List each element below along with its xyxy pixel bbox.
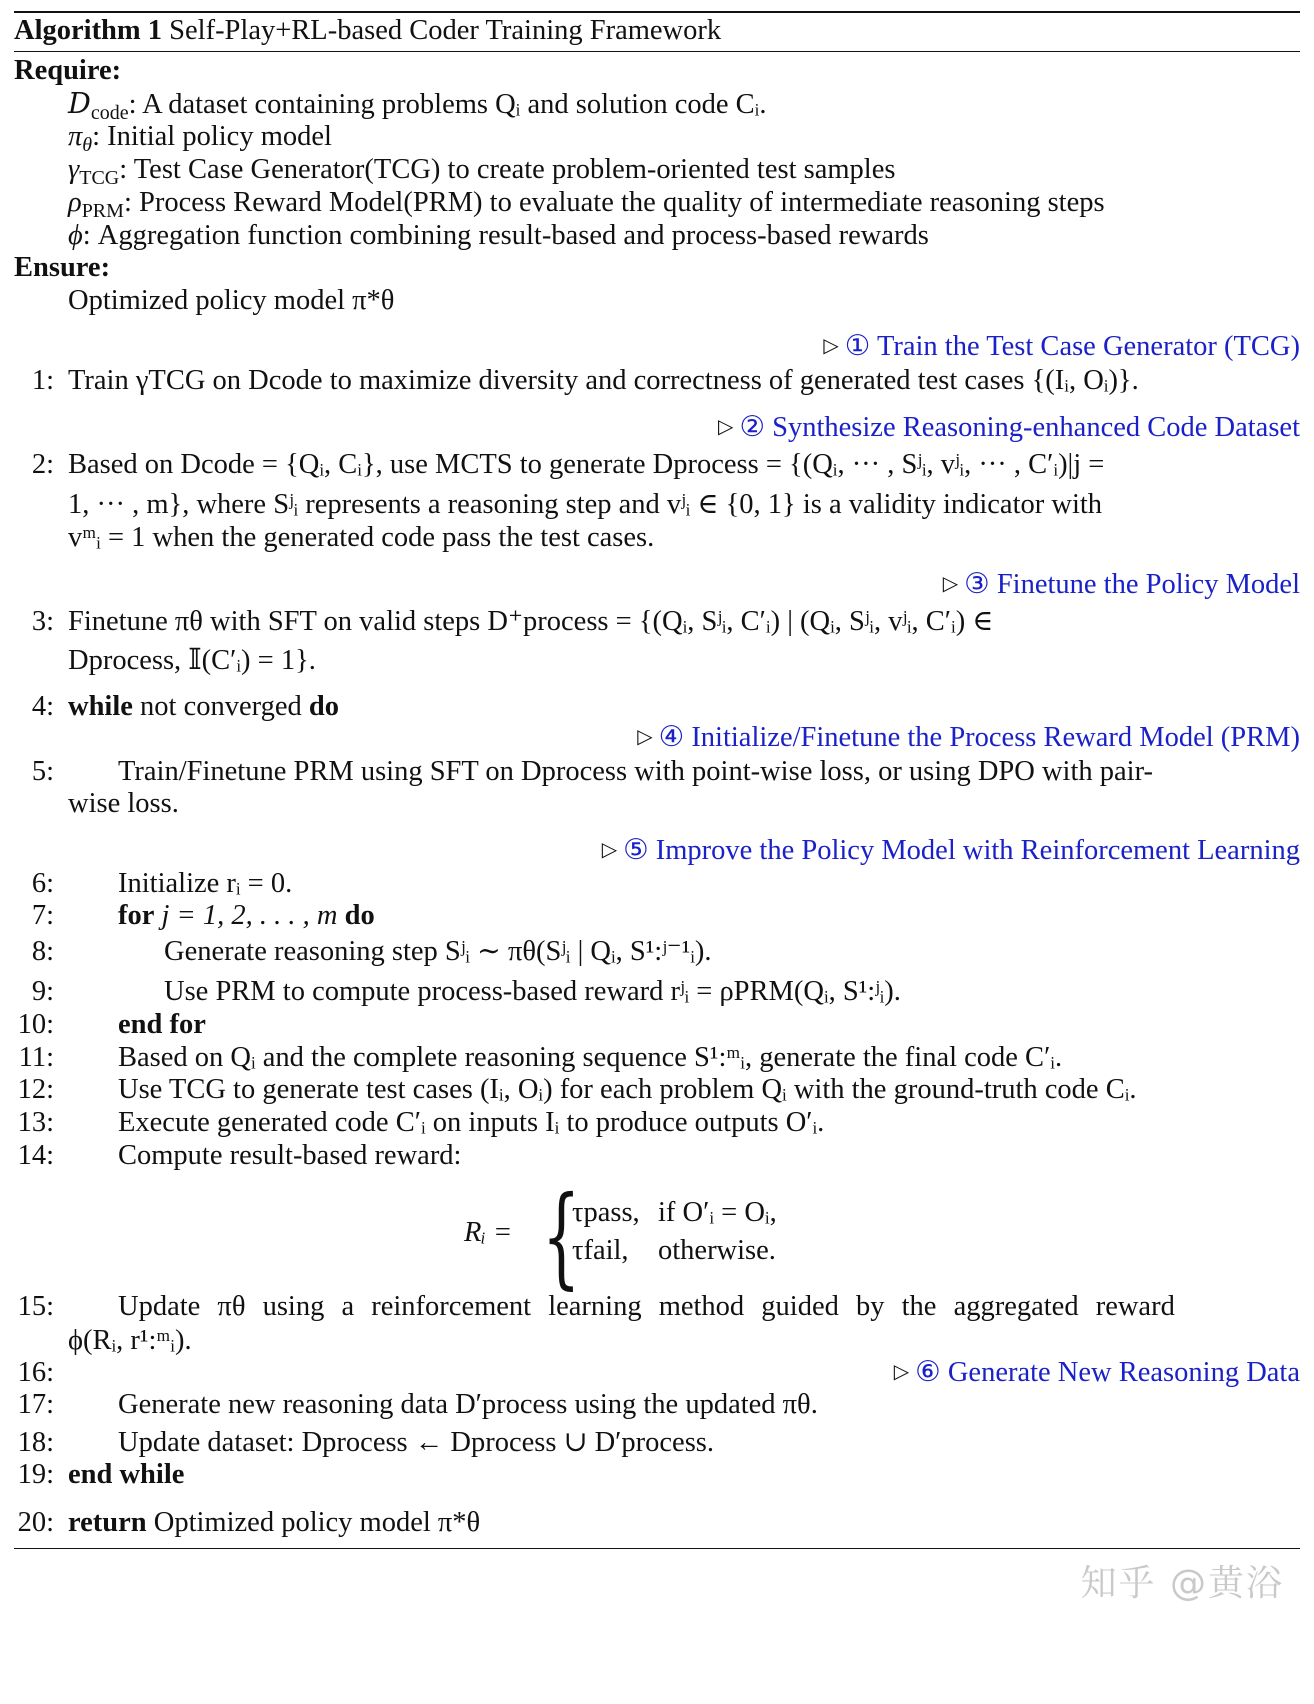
line-number: 11:	[18, 1042, 54, 1073]
bottom-rule	[14, 1548, 1300, 1549]
step-3-line-b: Dprocess, 𝕀(C′ᵢ) = 1}.	[68, 645, 316, 676]
step-18: Update dataset: Dprocess ← Dprocess ∪ D′process.	[118, 1427, 714, 1458]
line-number: 4:	[31, 691, 54, 722]
line-number: 1:	[31, 365, 54, 396]
line-number: 19:	[17, 1459, 54, 1490]
step-7: for j = 1, 2, . . . , m do	[118, 900, 375, 931]
step-19: end while	[68, 1459, 185, 1490]
algorithm-label: Algorithm 1	[14, 15, 163, 46]
line-number: 17:	[17, 1389, 54, 1420]
step-10: end for	[118, 1009, 206, 1040]
equation-case-2-value: τfail,	[572, 1235, 629, 1266]
reward-equation	[464, 1172, 864, 1300]
algorithm-header	[14, 13, 1300, 48]
line-number: 13:	[17, 1107, 54, 1138]
step-20: return Optimized policy model π*θ	[68, 1507, 481, 1538]
step-2-line-a: Based on Dcode = {Qᵢ, Cᵢ}, use MCTS to generate Dprocess = {(Qᵢ, ··· , Sʲᵢ, vʲᵢ, ··· , C′ᵢ)|j =	[68, 449, 1105, 480]
step-2-line-c: vᵐᵢ = 1 when the generated code pass the test cases.	[68, 522, 655, 553]
line-number: 6:	[31, 868, 54, 899]
comment-2: ▷ ② Synthesize Reasoning-enhanced Code Dataset	[718, 412, 1300, 443]
comment-6: ▷ ⑥ Generate New Reasoning Data	[893, 1357, 1300, 1388]
require-item-aggregation: ϕ: Aggregation function combining result-based and process-based rewards	[68, 220, 929, 251]
comment-4: ▷ ④ Initialize/Finetune the Process Reward Model (PRM)	[637, 722, 1300, 753]
comment-3: ▷ ③ Finetune the Policy Model	[942, 569, 1300, 600]
watermark: 知乎 @黄浴	[1080, 1563, 1284, 1604]
ensure-heading: Ensure:	[14, 252, 111, 283]
line-number: 16:	[17, 1357, 54, 1388]
line-number: 10:	[17, 1009, 54, 1040]
line-number: 9:	[31, 976, 54, 1007]
line-number: 14:	[17, 1140, 54, 1171]
step-3-line-a: Finetune πθ with SFT on valid steps D⁺process = {(Qᵢ, Sʲᵢ, C′ᵢ) | (Qᵢ, Sʲᵢ, vʲᵢ, C′ᵢ) ∈	[68, 606, 994, 637]
require-item-tcg: $\gamma_{TCG}$: Test Case Generator(TCG) to create problem-oriented test samples	[68, 154, 896, 189]
line-number: 20:	[17, 1507, 54, 1538]
require-item-prm: $\rho_{PRM}$: Process Reward Model(PRM) to evaluate the quality of intermediate reasoning steps	[68, 187, 1105, 222]
step-11: Based on Qᵢ and the complete reasoning sequence S¹:ᵐᵢ, generate the final code C′ᵢ.	[118, 1042, 1063, 1073]
line-number: 3:	[31, 606, 54, 637]
equation-brace: {	[542, 1172, 581, 1300]
step-13: Execute generated code C′ᵢ on inputs Iᵢ to produce outputs O′ᵢ.	[118, 1107, 825, 1138]
step-1: Train γTCG on Dcode to maximize diversity and correctness of generated test cases {(Iᵢ, Oᵢ)}.	[68, 365, 1139, 396]
step-5-line-b: wise loss.	[68, 788, 179, 819]
algorithm-box	[14, 0, 1300, 1704]
line-number: 12:	[17, 1074, 54, 1105]
line-number: 8:	[31, 936, 54, 967]
step-8: Generate reasoning step Sʲᵢ ∼ πθ(Sʲᵢ | Qᵢ, S¹:ʲ⁻¹ᵢ).	[164, 936, 712, 967]
header-rule	[14, 51, 1300, 52]
step-14: Compute result-based reward:	[118, 1140, 462, 1171]
algorithm-title: Self-Play+RL-based Coder Training Framework	[169, 15, 722, 46]
step-15-line-a: Update πθ using a reinforcement learning method guided by the aggregated reward	[118, 1291, 1175, 1322]
step-15-line-b: ϕ(Rᵢ, r¹:ᵐᵢ).	[68, 1325, 192, 1356]
equation-case-1-condition: if O′ᵢ = Oᵢ,	[658, 1197, 777, 1228]
require-heading: Require:	[14, 55, 122, 86]
line-number: 5:	[31, 756, 54, 787]
require-item-policy: $\pi_\theta$: Initial policy model	[68, 121, 332, 156]
step-6: Initialize rᵢ = 0.	[118, 868, 293, 899]
step-5-line-a: Train/Finetune PRM using SFT on Dprocess with point-wise loss, or using DPO with pair-	[118, 756, 1153, 787]
ensure-text: Optimized policy model π*θ	[68, 285, 395, 316]
comment-1: ▷ ① Train the Test Case Generator (TCG)	[823, 331, 1300, 362]
step-17: Generate new reasoning data D′process using the updated πθ.	[118, 1389, 818, 1420]
step-12: Use TCG to generate test cases (Iᵢ, Oᵢ) for each problem Qᵢ with the ground-truth code Cᵢ.	[118, 1074, 1137, 1105]
equation-case-2-condition: otherwise.	[658, 1235, 776, 1266]
equation-lhs: Rᵢ =	[464, 1217, 513, 1248]
line-number: 7:	[31, 900, 54, 931]
comment-5: ▷ ⑤ Improve the Policy Model with Reinforcement Learning	[601, 835, 1300, 866]
line-number: 18:	[17, 1427, 54, 1458]
equation-case-1-value: τpass,	[572, 1197, 640, 1228]
step-2-line-b: 1, ··· , m}, where Sʲᵢ represents a reasoning step and vʲᵢ ∈ {0, 1} is a validity indicator with	[68, 489, 1103, 520]
line-number: 2:	[31, 449, 54, 480]
require-item-dataset: $D_{code}$: A dataset containing problems Qᵢ and solution code Cᵢ.	[68, 87, 767, 124]
line-number: 15:	[17, 1291, 54, 1322]
step-4: while not converged do	[68, 691, 339, 722]
step-9: Use PRM to compute process-based reward rʲᵢ = ρPRM(Qᵢ, S¹:ʲᵢ).	[164, 976, 901, 1007]
